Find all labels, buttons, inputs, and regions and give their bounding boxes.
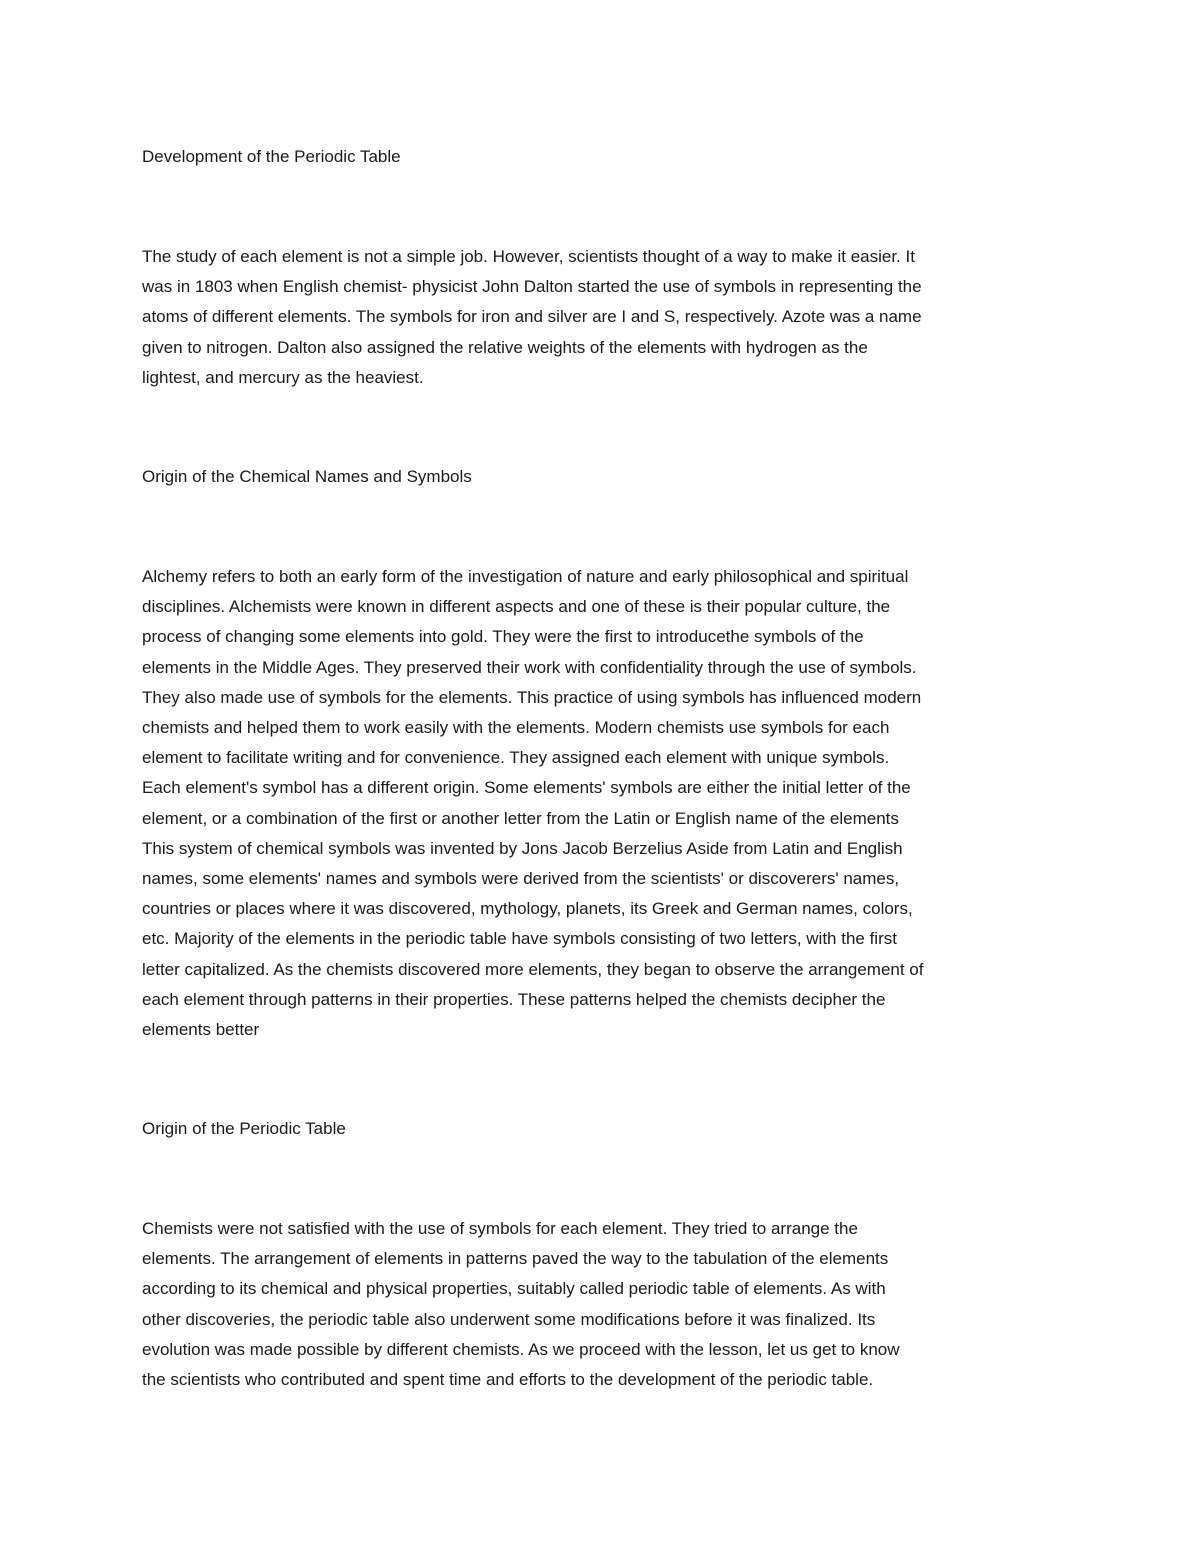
paragraph-line: The study of each element is not a simple job. However, scientists thought of a way to make it easier. It (142, 247, 915, 266)
paragraph-line: elements. The arrangement of elements in patterns paved the way to the tabulation of the elements (142, 1249, 889, 1269)
paragraph-line: other discoveries, the periodic table also underwent some modifications before it was finalized. Its (142, 1309, 876, 1329)
paragraph-line: They also made use of symbols for the elements. This practice of using symbols has influenced modern (142, 687, 922, 707)
paragraph-periodic-table (142, 1214, 900, 1395)
paragraph-development (142, 242, 922, 393)
paragraph-line: lightest, and mercury as the heaviest. (142, 367, 424, 387)
paragraph-line: etc. Majority of the elements in the periodic table have symbols consisting of two letters, with the first (142, 929, 897, 949)
paragraph-line: the scientists who contributed and spent time and efforts to the development of the periodic table. (142, 1370, 874, 1390)
paragraph-line: disciplines. Alchemists were known in different aspects and one of these is their popular culture, the (142, 597, 891, 617)
paragraph-line: element, or a combination of the first or another letter from the Latin or English name of the elements (142, 808, 899, 828)
section-heading-chemical-names: Origin of the Chemical Names and Symbols (142, 467, 472, 486)
paragraph-line: Alchemy refers to both an early form of the investigation of nature and early philosophical and spiritual (142, 567, 909, 586)
paragraph-line: each element through patterns in their properties. These patterns helped the chemists decipher the (142, 989, 886, 1009)
paragraph-line: Each element's symbol has a different origin. Some elements' symbols are either the initial letter of the (142, 778, 911, 798)
section-heading-development: Development of the Periodic Table (142, 147, 401, 166)
paragraph-line: Chemists were not satisfied with the use of symbols for each element. They tried to arrange the (142, 1219, 858, 1238)
paragraph-line: according to its chemical and physical properties, suitably called periodic table of elements. As with (142, 1279, 886, 1299)
paragraph-line: evolution was made possible by different chemists. As we proceed with the lesson, let us get to know (142, 1339, 900, 1359)
section-heading-periodic-table: Origin of the Periodic Table (142, 1119, 346, 1138)
paragraph-line: letter capitalized. As the chemists discovered more elements, they began to observe the arrangement of (142, 959, 924, 979)
paragraph-line: names, some elements' names and symbols were derived from the scientists' or discoverers' names, (142, 869, 900, 889)
paragraph-line: process of changing some elements into gold. They were the first to introducethe symbols of the (142, 627, 864, 647)
paragraph-line: countries or places where it was discovered, mythology, planets, its Greek and German names, colors, (142, 899, 913, 919)
paragraph-line: chemists and helped them to work easily with the elements. Modern chemists use symbols for each (142, 718, 890, 738)
paragraph-chemical-names (142, 562, 923, 1045)
paragraph-line: atoms of different elements. The symbols for iron and silver are I and S, respectively. Azote was a name (142, 307, 922, 327)
paragraph-line: was in 1803 when English chemist- physicist John Dalton started the use of symbols in representing the (142, 277, 922, 297)
paragraph-line: given to nitrogen. Dalton also assigned the relative weights of the elements with hydrogen as the (142, 337, 868, 357)
paragraph-line: This system of chemical symbols was invented by Jons Jacob Berzelius Aside from Latin and English (142, 838, 903, 858)
paragraph-line: elements in the Middle Ages. They preserved their work with confidentiality through the use of symbols. (142, 657, 917, 677)
paragraph-line: element to facilitate writing and for convenience. They assigned each element with unique symbols. (142, 748, 890, 768)
paragraph-line: elements better (142, 1020, 260, 1040)
